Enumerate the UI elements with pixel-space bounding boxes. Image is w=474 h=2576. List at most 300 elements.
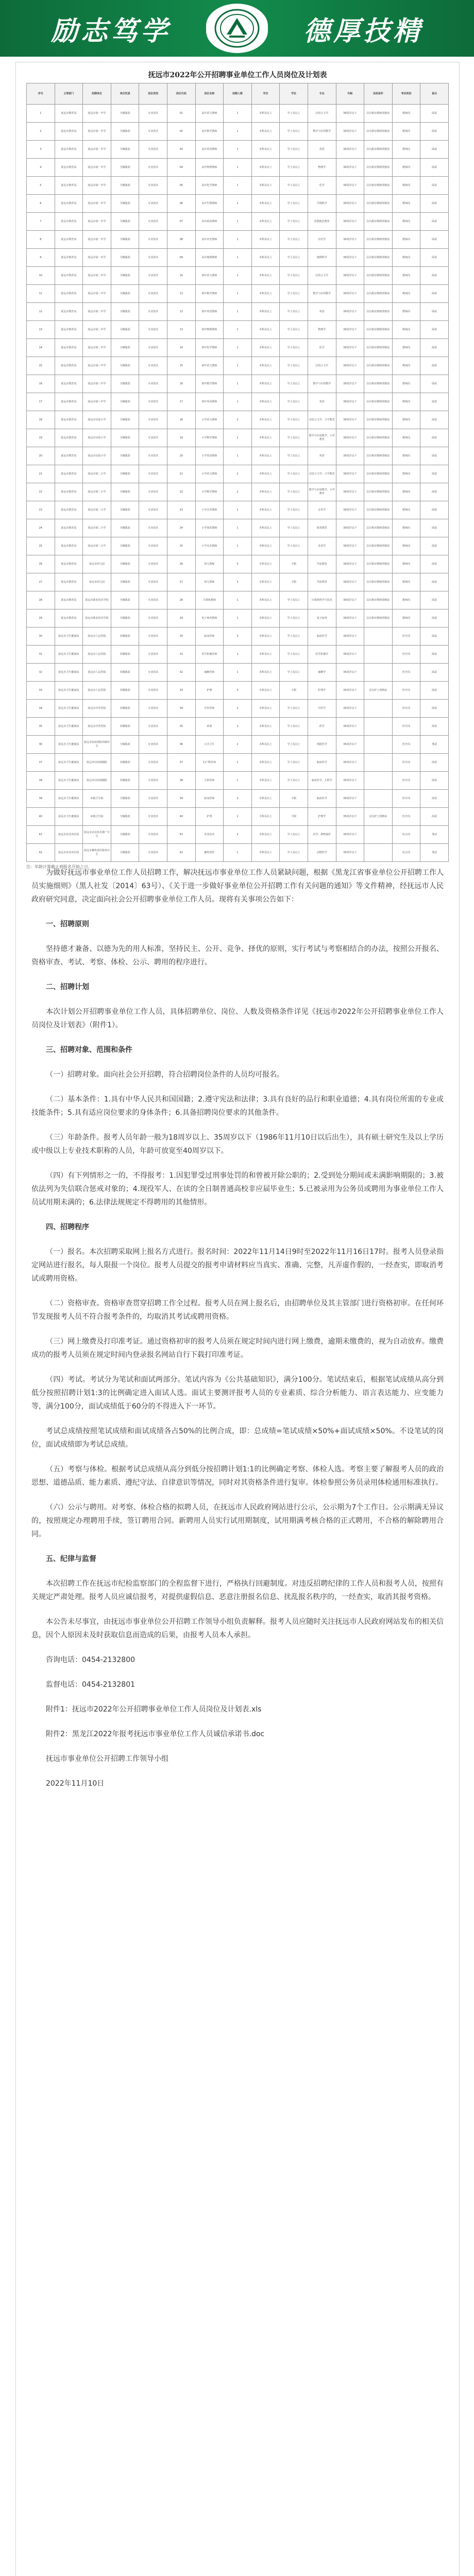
table-cell: 具有相应教师资格证 <box>364 429 393 447</box>
table-cell: 英语 <box>308 303 336 321</box>
table-cell: 体育教育 <box>308 519 336 537</box>
table-header-cell: 专业 <box>308 83 336 105</box>
table-cell <box>364 772 393 790</box>
table-cell: 面试 <box>420 141 449 159</box>
table-cell: 全额拨款 <box>111 609 139 628</box>
table-cell: 30周岁以下 <box>336 573 364 591</box>
table-cell: 抚远市教育局 <box>55 339 83 357</box>
table-cell <box>364 700 393 718</box>
table-cell: 全额拨款 <box>111 483 139 501</box>
table-row <box>27 447 449 465</box>
table-cell: 本科及以上 <box>251 646 280 664</box>
table-cell: 化学 <box>308 177 336 195</box>
table-cell: 专业技术 <box>139 519 167 537</box>
table-cell: 2 <box>224 483 252 501</box>
table-row <box>27 754 449 772</box>
table-cell: 全额拨款 <box>111 465 139 483</box>
table-cell: 数学与应用数学 <box>308 123 336 141</box>
table-cell: 30周岁以下 <box>336 213 364 231</box>
table-cell: 农学、植物保护 <box>308 826 336 844</box>
table-cell: 面试 <box>420 195 449 213</box>
table-cell: 抚远市第二小学 <box>83 537 111 555</box>
table-cell: 抚远市第二中学 <box>83 321 111 339</box>
table-cell: 具有相应教师资格证 <box>364 537 393 555</box>
table-header-cell: 招聘单位 <box>83 83 111 105</box>
table-cell: 幼儿教师 <box>195 573 224 591</box>
table-cell: 抚远市第一中学 <box>83 123 111 141</box>
table-cell: 专业技术 <box>139 447 167 465</box>
table-cell: 30周岁以下 <box>336 447 364 465</box>
table-cell: 1 <box>224 772 252 790</box>
table-cell: 抚远市教育局 <box>55 465 83 483</box>
table-cell: 30周岁以下 <box>336 465 364 483</box>
table-cell: 3 <box>224 628 252 646</box>
table-cell: 1 <box>224 267 252 285</box>
table-cell: 幼儿教师 <box>195 555 224 573</box>
table-cell: 教师岗 <box>392 573 420 591</box>
table-cell: 具有相应教师资格证 <box>364 141 393 159</box>
table-cell: 41 <box>27 826 55 844</box>
table-cell: 差额拨款 <box>111 718 139 736</box>
table-cell: 教师岗 <box>392 231 420 249</box>
table-cell: 2 <box>224 465 252 483</box>
body-paragraph: 本次招聘工作在抚远市纪检监察部门的全程监督下进行，严格执行回避制度。对违反招聘纪律的工作人员和报考人员，按照有关规定严肃处理。报考人员应诚信报考，对提供虚假信息、恶意注册报名信息、扰乱报名秩序的，一经查实，取消其报考资格。 <box>31 1580 444 1601</box>
table-cell: 抚远市卫生健康局 <box>55 700 83 718</box>
table-cell: 中医学 <box>308 700 336 718</box>
table-cell: 中医医师 <box>195 700 224 718</box>
table-cell: 临床医师 <box>195 628 224 646</box>
table-row <box>27 790 449 808</box>
table-cell: 差额拨款 <box>111 700 139 718</box>
table-cell: 小学英语教师 <box>195 447 224 465</box>
table-cell: 面试 <box>420 177 449 195</box>
table-cell: 乡镇卫生院 <box>83 808 111 826</box>
table-cell: 具有相应教师资格证 <box>364 321 393 339</box>
table-cell: 医疗岗 <box>392 736 420 754</box>
table-cell: 专业技术 <box>139 700 167 718</box>
table-cell: 初中语文教师 <box>195 357 224 375</box>
banner-motto-right: 德厚技精 <box>303 15 423 47</box>
table-cell: 抚远市第二小学 <box>83 501 111 519</box>
table-cell: 抚远市农业农村局 <box>55 844 83 862</box>
table-cell: 抚远市教育局 <box>55 267 83 285</box>
table-cell: 06 <box>167 195 195 213</box>
table-cell: 小学语文教师 <box>195 411 224 429</box>
table-cell: 全额拨款 <box>111 537 139 555</box>
table-cell: 教师岗 <box>392 123 420 141</box>
table-cell: 教师岗 <box>392 195 420 213</box>
table-cell: 教师岗 <box>392 465 420 483</box>
table-cell: 汉语言文学、小学教育 <box>308 411 336 429</box>
table-row <box>27 501 449 519</box>
recruitment-plan-table-block <box>26 67 449 870</box>
table-cell: 1 <box>224 213 252 231</box>
table-cell: 临床医学 <box>308 754 336 772</box>
table-cell: 抚远市第一中学 <box>83 105 111 123</box>
table-cell: 预防医学 <box>308 736 336 754</box>
table-cell: 10 <box>167 267 195 285</box>
table-cell: 笔试 <box>420 826 449 844</box>
table-cell: 具有相应教师资格证 <box>364 231 393 249</box>
table-cell: 学士及以上 <box>280 231 308 249</box>
table-row <box>27 808 449 826</box>
table-cell: 学士及以上 <box>280 339 308 357</box>
table-cell: 面试 <box>420 754 449 772</box>
table-cell: 13 <box>27 321 55 339</box>
table-cell: 教师岗 <box>392 213 420 231</box>
table-cell: 全额拨款 <box>111 285 139 303</box>
table-cell: 1 <box>224 159 252 177</box>
table-cell: 学士及以上 <box>280 826 308 844</box>
table-cell: 教师岗 <box>392 177 420 195</box>
table-cell: 1 <box>224 357 252 375</box>
table-cell: 教师岗 <box>392 339 420 357</box>
table-cell: 16 <box>167 375 195 393</box>
table-row <box>27 682 449 700</box>
table-row <box>27 555 449 573</box>
table-cell: 具有相应教师资格证 <box>364 339 393 357</box>
table-cell: 学士及以上 <box>280 754 308 772</box>
table-cell: 本科及以上 <box>251 772 280 790</box>
table-cell: 抚远市教育局 <box>55 249 83 267</box>
table-cell: 面试 <box>420 213 449 231</box>
table-cell: 数学与应用数学 <box>308 375 336 393</box>
table-row <box>27 700 449 718</box>
table-cell: 抚远市实验小学 <box>83 447 111 465</box>
table-cell: 1 <box>224 231 252 249</box>
table-cell: 护理 <box>195 682 224 700</box>
table-cell: 抚远市第一中学 <box>83 141 111 159</box>
table-cell: 专业技术 <box>139 628 167 646</box>
table-cell: 抚远市职业技术学校 <box>83 591 111 609</box>
table-note: 注：年龄计算截止到报名开始之日。 <box>26 865 92 869</box>
table-cell: 面试 <box>420 772 449 790</box>
table-row <box>27 123 449 141</box>
table-cell: 抚远市农业技术推广中心 <box>83 826 111 844</box>
table-cell: 面试 <box>420 105 449 123</box>
school-banner <box>0 0 474 57</box>
table-cell: 英语 <box>308 393 336 411</box>
table-cell: 面试 <box>420 573 449 591</box>
table-cell: 专业技术 <box>139 321 167 339</box>
table-cell: 汉语言文学 <box>308 105 336 123</box>
table-cell: 差额拨款 <box>111 664 139 682</box>
table-cell: 学士及以上 <box>280 447 308 465</box>
table-row <box>27 321 449 339</box>
table-cell: 专科及以上 <box>251 790 280 808</box>
banner-motto-left: 励志笃学 <box>50 15 171 47</box>
table-cell: 1 <box>27 105 55 123</box>
table-header-cell: 岗位名称 <box>195 83 224 105</box>
table-cell: 抚远市卫生健康局 <box>55 808 83 826</box>
table-cell: 01 <box>167 105 195 123</box>
table-cell: 全额拨款 <box>111 808 139 826</box>
table-cell: 35周岁以下 <box>336 754 364 772</box>
table-cell: 初中化学教师 <box>195 339 224 357</box>
body-paragraph: 本次计划公开招聘事业单位工作人员，具体招聘单位、岗位、人数及资格条件详见《抚远市2022年公开招聘事业单位工作人员岗位及计划表》（附件1）。 <box>31 1008 444 1029</box>
table-row <box>27 772 449 790</box>
table-cell: 1 <box>224 664 252 682</box>
table-cell: 7 <box>27 213 55 231</box>
table-cell: 34 <box>27 700 55 718</box>
table-row <box>27 213 449 231</box>
table-row <box>27 105 449 123</box>
table-cell: 2 <box>224 411 252 429</box>
table-cell: 31 <box>27 646 55 664</box>
table-row <box>27 375 449 393</box>
table-cell: 2 <box>224 700 252 718</box>
table-cell: 抚远市教育局 <box>55 501 83 519</box>
table-cell: 临床医学、儿科学 <box>308 772 336 790</box>
table-cell: 临床医学 <box>308 790 336 808</box>
table-cell: 具有相应教师资格证 <box>364 555 393 573</box>
table-header-cell: 岗位类别 <box>139 83 167 105</box>
table-cell: 学士及以上 <box>280 141 308 159</box>
table-cell: 抚远市教育局 <box>55 195 83 213</box>
table-cell: 12 <box>27 303 55 321</box>
table-cell: 34 <box>167 700 195 718</box>
table-header-cell: 岗位代码 <box>167 83 195 105</box>
table-cell: 全额拨款 <box>111 231 139 249</box>
table-cell: 30周岁以下 <box>336 105 364 123</box>
table-cell: 学士及以上 <box>280 123 308 141</box>
table-cell: 专业技术 <box>139 682 167 700</box>
table-cell: 学前教育 <box>308 555 336 573</box>
table-cell: 医疗岗 <box>392 754 420 772</box>
table-cell: 具有相应教师资格证 <box>364 519 393 537</box>
table-cell: 学士及以上 <box>280 519 308 537</box>
table-cell: 抚远市中医医院 <box>83 718 111 736</box>
table-cell: 本科及以上 <box>251 105 280 123</box>
table-cell: 专业技术 <box>139 213 167 231</box>
table-cell: 40 <box>167 808 195 826</box>
table-cell: 专业技术 <box>139 537 167 555</box>
contact-line: 咨询电话：0454-2132800 <box>46 1656 136 1664</box>
table-cell: 30周岁以下 <box>336 321 364 339</box>
table-cell: 教师岗 <box>392 447 420 465</box>
table-header-cell: 主管部门 <box>55 83 83 105</box>
table-cell: 抚远市疾病预防控制中心 <box>83 736 111 754</box>
table-cell: 30周岁以下 <box>336 483 364 501</box>
table-cell: 35周岁以下 <box>336 700 364 718</box>
table-cell: 35周岁以下 <box>336 826 364 844</box>
table-cell <box>364 664 393 682</box>
table-cell: 本科及以上 <box>251 339 280 357</box>
table-cell: 22 <box>27 483 55 501</box>
table-cell: 36 <box>27 736 55 754</box>
table-cell: 1 <box>224 141 252 159</box>
signature-line: 抚远市事业单位公开招聘工作领导小组 <box>46 1755 168 1763</box>
table-cell: 面试 <box>420 718 449 736</box>
body-paragraph: （一）招聘对象。面向社会公开招聘，符合招聘岗位条件的人员均可报名。 <box>46 1071 284 1079</box>
table-cell: 35 <box>27 718 55 736</box>
table-cell: 医疗岗 <box>392 772 420 790</box>
announcement-body <box>31 866 444 1802</box>
table-cell: 医疗岗 <box>392 646 420 664</box>
table-cell: 全额拨款 <box>111 411 139 429</box>
table-cell: 电子商务教师 <box>195 609 224 628</box>
table-cell: 面试 <box>420 537 449 555</box>
table-cell: 抚远市职业技术学校 <box>83 609 111 628</box>
table-cell: 30周岁以下 <box>336 537 364 555</box>
table-cell: 全额拨款 <box>111 447 139 465</box>
table-cell: 本科及以上 <box>251 429 280 447</box>
table-cell: 专科及以上 <box>251 682 280 700</box>
table-cell: 20 <box>27 447 55 465</box>
table-cell: 5 <box>27 177 55 195</box>
table-cell <box>364 790 393 808</box>
table-row <box>27 141 449 159</box>
table-cell: 全额拨款 <box>111 159 139 177</box>
table-cell: 专业技术 <box>139 339 167 357</box>
table-cell: 学士及以上 <box>280 357 308 375</box>
table-cell <box>364 718 393 736</box>
table-cell: 21 <box>27 465 55 483</box>
table-cell: 高中数学教师 <box>195 123 224 141</box>
table-cell: 抚远市卫生健康局 <box>55 772 83 790</box>
table-cell: 教师岗 <box>392 267 420 285</box>
table-cell: 33 <box>27 682 55 700</box>
table-cell: 面试 <box>420 628 449 646</box>
table-cell: 面试 <box>420 609 449 628</box>
table-row <box>27 249 449 267</box>
table-cell: 教师岗 <box>392 321 420 339</box>
table-header-cell: 年龄 <box>336 83 364 105</box>
table-cell: 具有相应教师资格证 <box>364 591 393 609</box>
table-cell: 计算机科学与技术 <box>308 591 336 609</box>
table-row <box>27 393 449 411</box>
body-paragraph: （六）公示与聘用。对考察、体检合格的拟聘人员，在抚远市人民政府网站进行公示，公示期为7个工作日。公示期满无异议的，按照规定办理聘用手续，签订聘用合同。新聘用人员实行试用期制度，试用期满考核合格的正式聘用，不合格的解除聘用合同。 <box>31 1503 444 1538</box>
table-cell: 本科及以上 <box>251 231 280 249</box>
table-cell: 学士及以上 <box>280 429 308 447</box>
table-cell: 抚远市中医医院 <box>83 700 111 718</box>
table-cell: 本科及以上 <box>251 501 280 519</box>
table-cell: 抚远市教育局 <box>55 447 83 465</box>
body-paragraph: （五）考察与体检。根据考试总成绩从高分到低分按招聘计划1:1的比例确定考察、体检人选。考察主要了解报考人员的政治思想、道德品质、能力素质、遵纪守法、自律意识等情况，同时对其资格条件进行复审。体检参照公务员录用体检通用标准执行。 <box>31 1465 444 1487</box>
table-cell: 学士及以上 <box>280 537 308 555</box>
table-cell: 学士及以上 <box>280 195 308 213</box>
table-cell: 医学影像医师 <box>195 646 224 664</box>
table-cell: 全额拨款 <box>111 321 139 339</box>
table-cell: 抚远市教育局 <box>55 519 83 537</box>
table-cell: 美术学 <box>308 537 336 555</box>
table-cell: 妇产科医师 <box>195 754 224 772</box>
table-cell: 30周岁以下 <box>336 357 364 375</box>
table-cell: 1 <box>224 754 252 772</box>
table-cell: 面试 <box>420 700 449 718</box>
table-cell: 专业技术 <box>139 231 167 249</box>
table-cell: 6 <box>27 195 55 213</box>
table-cell: 本科及以上 <box>251 177 280 195</box>
table-header-cell: 其他条件 <box>364 83 393 105</box>
table-cell: 物理学 <box>308 159 336 177</box>
table-cell: 本科及以上 <box>251 213 280 231</box>
table-cell: 专业技术 <box>139 285 167 303</box>
body-paragraph: 坚持德才兼备、以德为先的用人标准，坚持民主、公开、竞争、择优的原则，实行考试与考察相结合的办法，按照公开报名、资格审查、考试、考察、体检、公示、聘用的程序进行。 <box>31 945 444 967</box>
table-cell: 抚远市卫生健康局 <box>55 754 83 772</box>
section-heading: 二、招聘计划 <box>46 983 89 991</box>
table-cell: 面试 <box>420 555 449 573</box>
table-cell: 学前教育 <box>308 573 336 591</box>
table-cell: 化学 <box>308 339 336 357</box>
table-cell: 本科及以上 <box>251 141 280 159</box>
table-row <box>27 844 449 862</box>
table-cell: 专业技术 <box>139 591 167 609</box>
table-cell: 差额拨款 <box>111 628 139 646</box>
table-cell: 面试 <box>420 357 449 375</box>
table-cell: 30周岁以下 <box>336 177 364 195</box>
table-cell: 教师岗 <box>392 357 420 375</box>
table-cell: 24 <box>167 519 195 537</box>
table-cell: 数学与应用数学 <box>308 285 336 303</box>
table-cell: 面试 <box>420 411 449 429</box>
table-cell: 小学体育教师 <box>195 519 224 537</box>
table-cell: 教师岗 <box>392 375 420 393</box>
table-cell: 高中物理教师 <box>195 159 224 177</box>
table-cell: 1 <box>224 195 252 213</box>
table-cell: 学士及以上 <box>280 465 308 483</box>
table-cell: 高中历史教师 <box>195 231 224 249</box>
table-cell: 学士及以上 <box>280 303 308 321</box>
table-cell: 专业技术 <box>139 555 167 573</box>
table-cell: 抚远市卫生健康局 <box>55 664 83 682</box>
section-heading: 一、招聘原则 <box>46 920 89 928</box>
table-cell: 2 <box>224 808 252 826</box>
table-cell: 高中政治教师 <box>195 213 224 231</box>
table-cell: 思想政治教育 <box>308 213 336 231</box>
table-cell: 初中英语教师 <box>195 303 224 321</box>
table-cell: 教师岗 <box>392 411 420 429</box>
table-cell: 面试 <box>420 465 449 483</box>
table-cell: 14 <box>167 339 195 357</box>
table-cell: 数学与应用数学、小学教育 <box>308 429 336 447</box>
table-cell: 面试 <box>420 285 449 303</box>
table-cell: 12 <box>167 303 195 321</box>
table-cell: 学士及以上 <box>280 375 308 393</box>
table-cell: 35周岁以下 <box>336 790 364 808</box>
table-cell: 30周岁以下 <box>336 267 364 285</box>
table-cell: 具有相应教师资格证 <box>364 123 393 141</box>
table-cell: 1 <box>224 285 252 303</box>
table-cell: 专科及以上 <box>251 808 280 826</box>
table-cell: 18 <box>27 411 55 429</box>
table-cell: 全额拨款 <box>111 573 139 591</box>
table-cell: 全额拨款 <box>111 267 139 285</box>
table-cell: 36 <box>167 736 195 754</box>
table-cell: 专业技术 <box>139 429 167 447</box>
table-cell: 学士及以上 <box>280 285 308 303</box>
table-row <box>27 177 449 195</box>
table-cell: 不限 <box>280 573 308 591</box>
table-cell: 全额拨款 <box>111 195 139 213</box>
table-cell: 麻醉医师 <box>195 664 224 682</box>
table-cell: 具有相应教师资格证 <box>364 195 393 213</box>
table-cell: 抚远市人民医院 <box>83 646 111 664</box>
table-cell: 本科及以上 <box>251 159 280 177</box>
table-cell: 29 <box>27 609 55 628</box>
table-row <box>27 303 449 321</box>
table-cell: 本科及以上 <box>251 303 280 321</box>
table-cell: 学士及以上 <box>280 267 308 285</box>
table-cell: 本科及以上 <box>251 195 280 213</box>
table-cell: 本科及以上 <box>251 537 280 555</box>
table-cell: 37 <box>167 754 195 772</box>
table-cell: 抚远市妇幼保健院 <box>83 754 111 772</box>
table-cell: 本科及以上 <box>251 826 280 844</box>
table-cell: 面试 <box>420 123 449 141</box>
table-header-cell: 序号 <box>27 83 55 105</box>
table-cell: 09 <box>167 249 195 267</box>
